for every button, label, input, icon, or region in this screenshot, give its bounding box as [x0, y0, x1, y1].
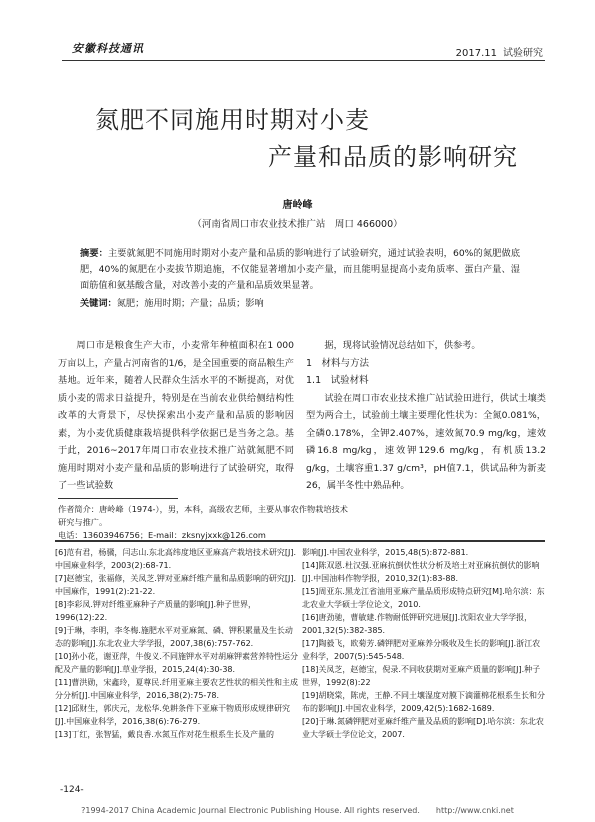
- reference-item: [9]于琳，李明，李冬梅.施肥水平对亚麻氮、磷、钾积累量及生长动态的影响[J].东北农业大学学报，2007,38(6):757-762.: [55, 626, 293, 648]
- abstract-text: 主要就氮肥不同施用时期对小麦产量和品质的影响进行了试验研究，通过试验表明，60%的氮肥做底肥，40%的氮肥在小麦拔节期追施，不仅能显著增加小麦产量，而且能明显提高小麦角质率、蛋白产量、湿面筋值和氨基酸含量，对改善小麦的产量和品质效果显著。: [80, 248, 521, 291]
- reference-item: 影响[J].中国农业科学，2015,48(5):872-881.: [302, 548, 469, 557]
- issue-info: [456, 44, 543, 59]
- reference-item: [7]赵德宝，张福修，关凤芝.钾对亚麻纤维产量和品质影响的研究[J].中国麻作，1991(2):21-22.: [55, 574, 297, 596]
- keywords: [80, 295, 520, 309]
- reference-item: [17]陶毅飞，欧菊芳.磷钾肥对亚麻养分吸收及生长的影响[J].浙江农业科学，2007(5):545-548.: [302, 639, 541, 661]
- reference-item: [13]丁红，张智猛，戴良香.水氮互作对花生根系生长及产量的: [55, 730, 274, 739]
- reference-item: [14]陈双恩.杜汉强.亚麻抗倒伏性状分析及培土对亚麻抗倒伏的影响[J].中国油料作物学报，2010,32(1):83-88.: [302, 561, 540, 583]
- title-line-1: 氮肥不同施用时期对小麦: [95, 106, 370, 134]
- footnote-rule: [58, 498, 178, 499]
- references-right: [302, 546, 545, 741]
- body-paragraph: 据，现将试验情况总结如下，供参考。: [324, 340, 481, 351]
- references-left: [55, 546, 298, 741]
- body-left-column: 周口市是粮食生产大市，小麦常年种植面积在1 000万亩以上，产量占河南省的1/6，是全国重要的商品粮生产基地。近年来，随着人民群众生活水平的不断提高，对优质小麦的需求日益提升，特别是在当前农业供给侧结构性改革的大背景下，尽快探索出小麦产量和品质的影响因素，为小麦优质健康栽培提供科学依据已是当务之急。基于此，2016~2017年周口市农业技术推广站就氮肥不同施用时期对小麦产量和品质的影响进行了试验研究，取得了一些试验数: [58, 340, 294, 491]
- abstract-label: 摘要：: [80, 248, 108, 259]
- section-name: 试验研究: [503, 48, 543, 59]
- author-footnote: [58, 503, 348, 542]
- body-paragraph: 试验在周口市农业技术推广站试验田进行，供试土壤类型为两合土，试验前土壤主要理化性状为：全氮0.081%，全磷0.178%，全钾2.407%，速效氮70.9 mg/kg，速效磷16.8 mg/kg，速效钾129.6 mg/kg，有机质13.2 g/kg，土壤容重1.37 g/cm³，pH值7.1，供试品种为新麦26，属半冬性中熟品种。: [306, 392, 546, 491]
- reference-item: [10]孙小花，谢亚萍，牛俊义.不同施钾水平对胡麻钾素营养特性运分配及产量的影响[J].草业学报，2015,24(4):30-38.: [55, 652, 298, 674]
- reference-item: [15]周亚东.黑龙江省油用亚麻产量品质形成特点研究[M].哈尔滨：东北农业大学硕士学位论文，2010.: [302, 587, 545, 609]
- reference-item: [18]关凤芝，赵德宝，倪录.不同收获期对亚麻产质量的影响[J].种子世界，1992(8):22: [302, 665, 541, 687]
- reference-item: [8]李彩凤.钾对纤维亚麻种子产质量的影响[J].种子世界，1996(12):22.: [55, 600, 257, 622]
- author: 唐岭峰: [282, 200, 313, 211]
- copyright-notice: ?1994-2017 China Academic Journal Electronic Publishing House. All rights reserved. http://www.cnki.net: [81, 806, 514, 815]
- footnote-line: 电话：13603946756；E-mail：zksnyjxxk@126.com: [58, 530, 266, 540]
- footnote-line: 作者简介：唐岭峰（1974-），男，本科，高级农艺师，主要从事农作物栽培技术研究与推广。: [58, 504, 348, 527]
- reference-item: [6]范有君，杨骥，闫志山.东北高纬度地区亚麻高产栽培技术研究[J].中国麻业科学，2003(2):68-71.: [55, 548, 297, 570]
- abstract: [80, 246, 520, 294]
- section-heading: 1 材料与方法: [306, 357, 370, 369]
- reference-item: [16]唐劲驰，曹敏建.作物耐低钾研究进展[J].沈阳农业大学学报，2001,32(5):382-385.: [302, 613, 533, 635]
- keywords-text: 氮肥；施用时期；产量；品质；影响: [116, 298, 264, 309]
- issue-number: 2017.11: [455, 48, 497, 59]
- affiliation: （河南省周口市农业技术推广站 周口 466000）: [192, 219, 403, 230]
- header-rule: [62, 60, 545, 61]
- page-number: -124-: [60, 785, 84, 795]
- references-rule: [55, 540, 545, 542]
- subsection-heading: 1.1 试验材料: [306, 375, 369, 386]
- reference-item: [12]邱财生，郭庆元，龙松华.免耕条件下亚麻干物质形成规律研究[J].中国麻业科学，2016,38(6):76-279.: [55, 704, 290, 726]
- reference-item: [11]曹洪勋，宋鑫玲，夏尊民.纤用亚麻主要农艺性状的相关性和主成分分析[J].中国麻业科学，2016,38(2):75-78.: [55, 678, 298, 700]
- body-right-column: [306, 337, 546, 495]
- journal-name: 安徽科技通讯: [72, 42, 144, 55]
- title-line-2: 产量和品质的影响研究: [268, 143, 518, 171]
- keywords-label: 关键词：: [80, 298, 117, 309]
- reference-item: [19]胡晓棠，陈虎，王静.不同土壤湿度对膜下滴灌棉花根系生长和分布的影响[J].中国农业科学，2009,42(5):1682-1689.: [302, 691, 545, 713]
- reference-item: [20]于琳.氮磷钾肥对亚麻纤维产量及品质的影响[D].哈尔滨：东北农业大学硕士学位论文，2007.: [302, 717, 544, 739]
